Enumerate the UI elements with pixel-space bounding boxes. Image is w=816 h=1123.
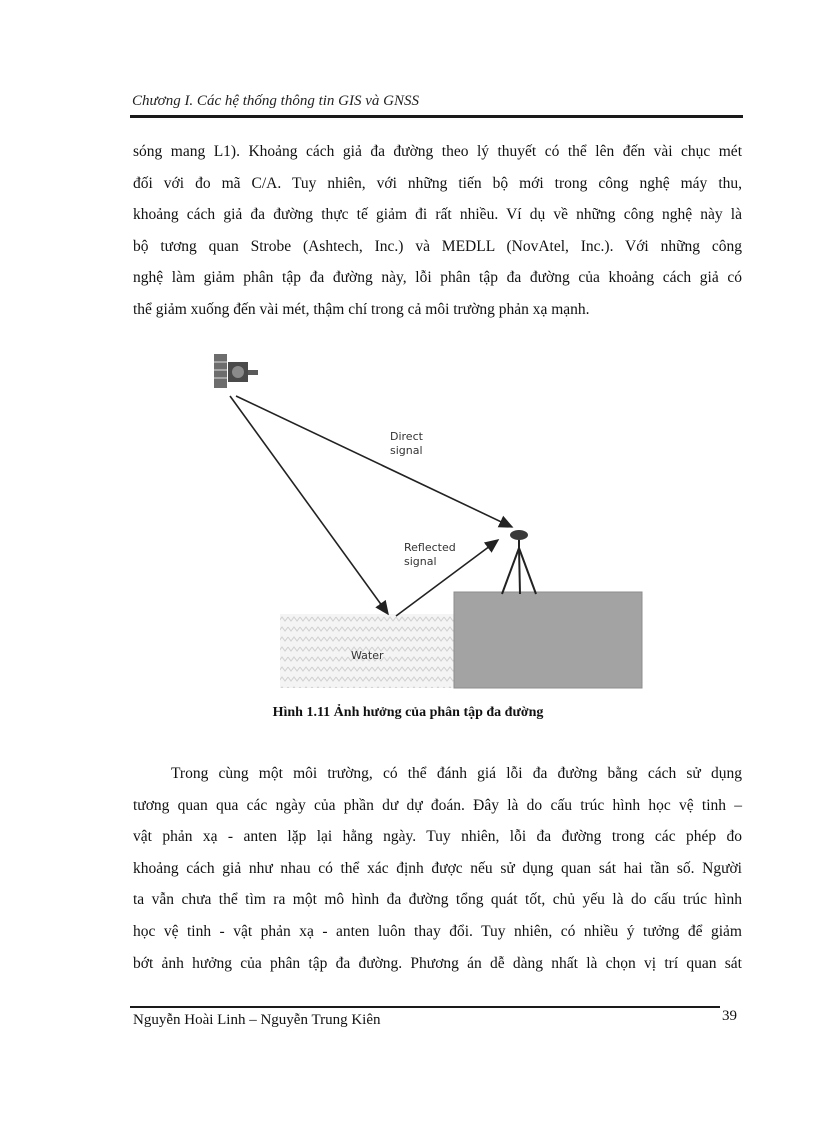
antenna-tripod-icon bbox=[502, 530, 536, 594]
paragraph-1-line: bộ tương quan Strobe (Ashtech, Inc.) và MEDLL (NovAtel, Inc.). Với những công bbox=[133, 237, 742, 255]
paragraph-2-line: tương quan qua các ngày của phần dư dự đoán. Đây là do cấu trúc hình học vệ tinh – bbox=[133, 796, 742, 814]
paragraph-1-line: sóng mang L1). Khoảng cách giả đa đường theo lý thuyết có thể lên đến vài chục mét bbox=[133, 143, 742, 160]
satellite-icon bbox=[214, 354, 258, 388]
ground-block bbox=[454, 592, 642, 688]
footer-authors: Nguyễn Hoài Linh – Nguyễn Trung Kiên bbox=[133, 1012, 381, 1028]
direct-signal-label: signal bbox=[390, 444, 423, 457]
figure-caption: Hình 1.11 Ảnh hưởng của phân tập đa đường bbox=[272, 705, 544, 720]
paragraph-2 bbox=[133, 758, 742, 979]
page-header-title: Chương I. Các hệ thống thông tin GIS và GNSS bbox=[132, 93, 419, 109]
paragraph-2-line: ta vẫn chưa thể tìm ra một mô hình đa đường tổng quát tốt, chủ yếu là do cấu trúc hình bbox=[133, 891, 742, 909]
footer-rule bbox=[130, 1006, 720, 1008]
direct-signal-label: Direct bbox=[390, 430, 423, 443]
page-number: 39 bbox=[722, 1008, 737, 1024]
reflected-signal-label: Reflected bbox=[404, 541, 456, 554]
paragraph-1-line: khoảng cách giả đa đường thực tế giảm đi rất nhiều. Ví dụ về những công nghệ này là bbox=[133, 206, 742, 224]
paragraph-1 bbox=[133, 136, 742, 326]
paragraph-2-line: bớt ảnh hưởng của phân tập đa đường. Phương án dễ dàng nhất là chọn vị trí quan sát bbox=[133, 954, 742, 972]
paragraph-1-line: thể giảm xuống đến vài mét, thậm chí trong cả môi trường phản xạ mạnh. bbox=[133, 300, 590, 318]
paragraph-1-line: đối với đo mã C/A. Tuy nhiên, với những tiến bộ mới trong công nghệ máy thu, bbox=[133, 174, 742, 192]
multipath-figure bbox=[204, 344, 644, 696]
header-rule bbox=[130, 115, 743, 118]
water-label: Water bbox=[351, 649, 384, 662]
reflected-signal-label: signal bbox=[404, 555, 437, 568]
paragraph-2-line: khoảng cách giả như nhau có thể xác định được nếu sử dụng quan sát hai tần số. Người bbox=[133, 859, 742, 877]
incident-signal-arrow bbox=[230, 396, 388, 614]
paragraph-2-line: Trong cùng một môi trường, có thể đánh giá lỗi đa đường bằng cách sử dụng bbox=[171, 765, 742, 782]
paragraph-2-line: học vệ tinh - vật phản xạ - anten luôn thay đổi. Tuy nhiên, có nhiều ý tưởng để giảm bbox=[133, 922, 742, 940]
paragraph-2-line: vật phản xạ - anten lặp lại hằng ngày. Tuy nhiên, lỗi đa đường trong các phép đo bbox=[133, 828, 742, 846]
paragraph-1-line: nghệ làm giảm phân tập đa đường này, lỗi phân tập đa đường của khoảng cách giả có bbox=[133, 269, 742, 287]
